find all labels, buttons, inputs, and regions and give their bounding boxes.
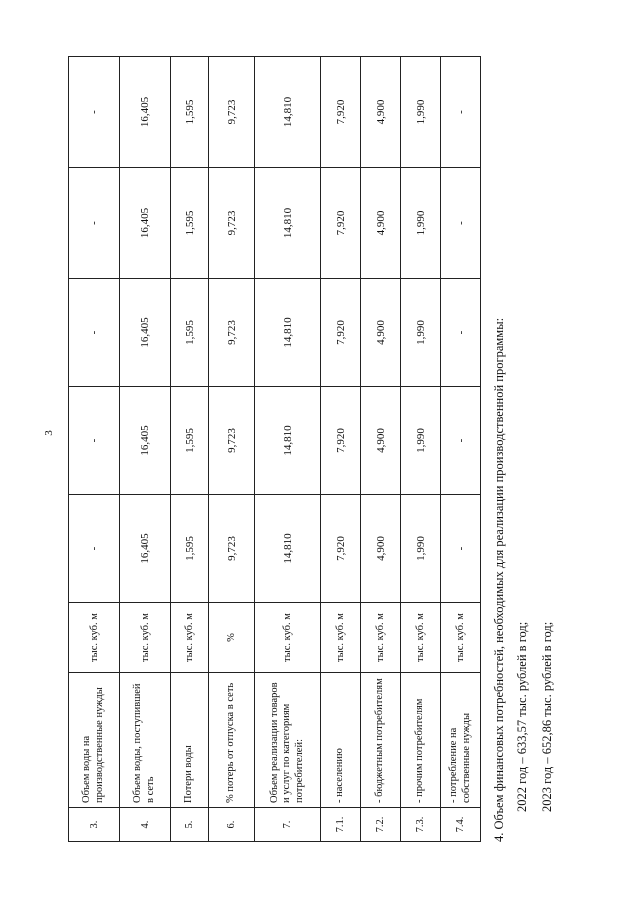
value-cell: - [69,495,120,603]
value-cell: 7,920 [321,168,361,279]
unit-cell: тыс. куб. м [401,603,441,673]
value-cell: 4,900 [361,387,401,495]
table-row [209,57,255,842]
value-cell: - [69,279,120,387]
value-cell: 1,595 [171,57,209,168]
unit-cell: тыс. куб. м [255,603,321,673]
row-number-cell: 5. [171,808,209,842]
value-cell: 16,405 [120,168,171,279]
value-cell: 4,900 [361,495,401,603]
unit-cell: тыс. куб. м [441,603,481,673]
unit-cell: тыс. куб. м [69,603,120,673]
value-cell: 7,920 [321,387,361,495]
value-cell: 9,723 [209,279,255,387]
value-cell: - [441,495,481,603]
indicator-name-cell: - населению [321,673,361,808]
production-program-table [68,56,481,842]
value-cell: 1,595 [171,495,209,603]
table-row [361,57,401,842]
row-number-cell: 7.3. [401,808,441,842]
value-cell: - [441,279,481,387]
row-number-cell: 7. [255,808,321,842]
table-row [69,57,120,842]
unit-cell: тыс. куб. м [120,603,171,673]
value-cell: - [441,57,481,168]
table-row [401,57,441,842]
unit-cell: тыс. куб. м [321,603,361,673]
value-cell: 16,405 [120,57,171,168]
financial-needs-section [492,42,565,842]
value-cell: 1,990 [401,57,441,168]
value-cell: 14,810 [255,279,321,387]
row-number-cell: 7.1. [321,808,361,842]
value-cell: 9,723 [209,168,255,279]
value-cell: - [441,387,481,495]
value-cell: 9,723 [209,495,255,603]
row-number-cell: 4. [120,808,171,842]
indicator-name-cell: - прочим потребителям [401,673,441,808]
value-cell: 4,900 [361,168,401,279]
value-cell: 9,723 [209,57,255,168]
value-cell: 7,920 [321,279,361,387]
value-cell: 7,920 [321,495,361,603]
value-cell: 16,405 [120,387,171,495]
value-cell: 14,810 [255,57,321,168]
table-row [321,57,361,842]
value-cell: - [69,168,120,279]
value-cell: 1,990 [401,387,441,495]
unit-cell: тыс. куб. м [361,603,401,673]
indicator-name-cell: Объем воды на производственные нужды [69,673,120,808]
value-cell: 1,990 [401,168,441,279]
table-row [171,57,209,842]
value-cell: 1,595 [171,279,209,387]
value-cell: 4,900 [361,57,401,168]
unit-cell: тыс. куб. м [171,603,209,673]
row-number-cell: 6. [209,808,255,842]
value-cell: - [69,387,120,495]
row-number-cell: 7.4. [441,808,481,842]
indicator-name-cell: - потребление на собственные нужды [441,673,481,808]
value-cell: 16,405 [120,495,171,603]
value-cell: - [441,168,481,279]
row-number-cell: 7.2. [361,808,401,842]
value-cell: 1,990 [401,279,441,387]
value-cell: 1,595 [171,168,209,279]
indicator-name-cell: - бюджетным потребителям [361,673,401,808]
value-cell: 7,920 [321,57,361,168]
value-cell: 14,810 [255,168,321,279]
financial-year-line: 2022 год – 633,57 тыс. рублей в год; [515,621,529,812]
value-cell: 9,723 [209,387,255,495]
landscape-content [68,42,588,842]
table-row [120,57,171,842]
value-cell: 1,595 [171,387,209,495]
value-cell: 16,405 [120,279,171,387]
value-cell: - [69,57,120,168]
financial-year-line: 2023 год – 652,86 тыс. рублей в год; [540,621,554,812]
value-cell: 14,810 [255,495,321,603]
page-number: 3 [43,430,55,436]
indicator-name-cell: % потерь от отпуска в сеть [209,673,255,808]
indicator-name-cell: Потери воды [171,673,209,808]
indicator-name-cell: Объем воды, поступившей в сеть [120,673,171,808]
indicator-name-cell: Объем реализации товаров и услуг по категориям потребителей: [255,673,321,808]
row-number-cell: 3. [69,808,120,842]
table-row [441,57,481,842]
value-cell: 14,810 [255,387,321,495]
value-cell: 4,900 [361,279,401,387]
unit-cell: % [209,603,255,673]
value-cell: 1,990 [401,495,441,603]
table-row [255,57,321,842]
financial-needs-heading: 4. Объем финансовых потребностей, необходимых для реализации производственной программы: [492,317,506,842]
